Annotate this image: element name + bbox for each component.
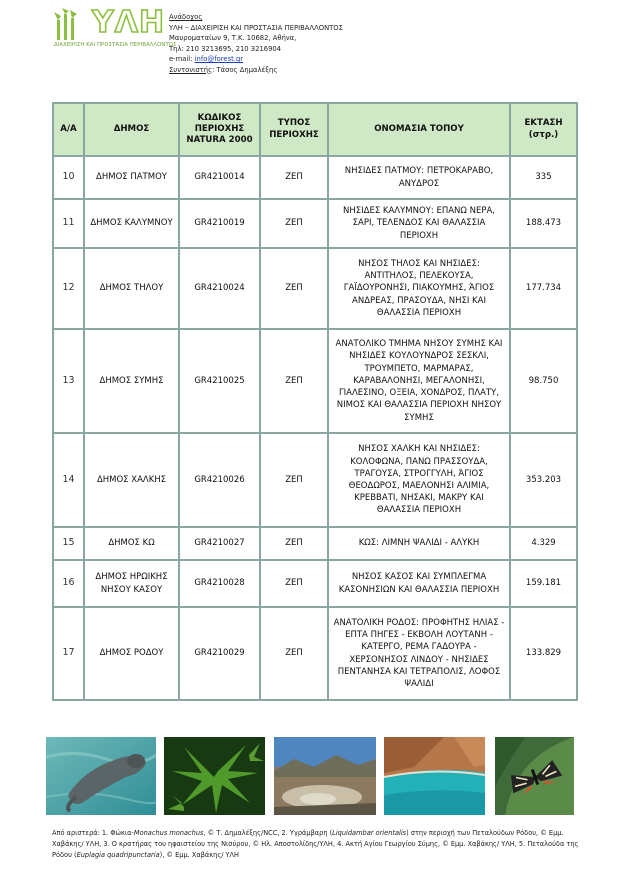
cell-name: ΝΗΣΟΣ ΤΗΛΟΣ ΚΑΙ ΝΗΣΙΔΕΣ: ΑΝΤΙΤΗΛΟΣ, ΠΕΛΕΚΟΥΣΑ, ΓΑΪΔΟΥΡΟΝΗΣΙ, ΠΙΑΚΟΥΜΗΣ, ΆΓΙΟΣ ΑΝΔΡΕΑΣ, ΠΡΑΣΟΥΔΑ, ΝΗΣΙ ΚΑΙ ΘΑΛΑΣΣΙΑ ΠΕΡΙΟΧΗ xyxy=(328,248,510,329)
cell-aa: 17 xyxy=(53,607,84,700)
caption-species: Monachus monachus xyxy=(133,829,204,837)
cell-area: 133.829 xyxy=(510,607,577,700)
cell-aa: 11 xyxy=(53,199,84,248)
cell-code: GR4210026 xyxy=(179,433,260,527)
table-row xyxy=(53,560,577,607)
cell-name: ΝΗΣΙΔΕΣ ΚΑΛΥΜΝΟΥ: ΕΠΑΝΩ ΝΕΡΑ, ΣΑΡΙ, ΤΕΛΕΝΔΟΣ ΚΑΙ ΘΑΛΑΣΣΙΑ ΠΕΡΙΟΧΗ xyxy=(328,199,510,248)
photo-liquidambar xyxy=(164,737,265,815)
cell-dimos: ΔΗΜΟΣ ΧΑΛΚΗΣ xyxy=(84,433,179,527)
caption-species: Liquidambar orientalis xyxy=(332,829,407,837)
table-row xyxy=(53,527,577,560)
cell-area: 98.750 xyxy=(510,329,577,433)
letterhead xyxy=(52,5,572,78)
logo-leaves-icon xyxy=(54,8,94,42)
cell-dimos: ΔΗΜΟΣ ΣΥΜΗΣ xyxy=(84,329,179,433)
email-label: e-mail: xyxy=(169,55,195,63)
table-row xyxy=(53,199,577,248)
cell-type: ΖΕΠ xyxy=(260,560,328,607)
coordinator-name: : Τάσος Δημαλέξης xyxy=(212,65,278,74)
email-line xyxy=(169,54,343,65)
cell-code: GR4210024 xyxy=(179,248,260,329)
cell-code: GR4210019 xyxy=(179,199,260,248)
cell-name: ΚΩΣ: ΛΙΜΝΗ ΨΑΛΙΔΙ - ΑΛΥΚΗ xyxy=(328,527,510,560)
cell-dimos: ΔΗΜΟΣ ΗΡΩΙΚΗΣ ΝΗΣΟΥ ΚΑΣΟΥ xyxy=(84,560,179,607)
cell-area: 353.203 xyxy=(510,433,577,527)
caption-text: , © Τ. Δημαλέξης/NCC, 2. Υγράμβαρη ( xyxy=(203,829,333,837)
cell-type: ΖΕΠ xyxy=(260,527,328,560)
cell-name: ΑΝΑΤΟΛΙΚΗ ΡΟΔΟΣ: ΠΡΟΦΗΤΗΣ ΗΛΙΑΣ - ΕΠΤΑ ΠΗΓΕΣ - ΕΚΒΟΛΗ ΛΟΥΤΑΝΗ - ΚΑΤΕΡΓΟ, ΡΕΜΑ ΓΑΔΟΥΡΑ - ΧΕΡΣΟΝΗΣΟΣ ΛΙΝΔΟΥ - ΝΗΣΙΔΕΣ ΠΕΝΤΑΝΗΣΑ ΚΑΙ ΤΕΤΡΑΠΟΛΙΣ, ΛΟΦΟΣ ΨΑΛΙΔΙ xyxy=(328,607,510,700)
cell-code: GR4210027 xyxy=(179,527,260,560)
cell-dimos: ΔΗΜΟΣ ΡΟΔΟΥ xyxy=(84,607,179,700)
contact-block xyxy=(169,12,343,75)
cell-area: 4.329 xyxy=(510,527,577,560)
cell-area: 188.473 xyxy=(510,199,577,248)
photo-symi-beach xyxy=(384,737,485,815)
logo-tagline: ΔΙΑΧΕΙΡΙΣΗ ΚΑΙ ΠΡΟΣΤΑΣΙΑ ΠΕΡΙΒΑΛΛΟΝΤΟΣ xyxy=(54,42,177,48)
table-row xyxy=(53,156,577,199)
coordinator-line xyxy=(169,65,343,76)
photo-euplagia-butterfly xyxy=(495,737,574,815)
cell-name: ΝΗΣΟΣ ΚΑΣΟΣ ΚΑΙ ΣΥΜΠΛΕΓΜΑ ΚΑΣΟΝΗΣΙΩΝ ΚΑΙ ΘΑΛΑΣΣΙΑ ΠΕΡΙΟΧΗ xyxy=(328,560,510,607)
cell-name: ΝΗΣΙΔΕΣ ΠΑΤΜΟΥ: ΠΕΤΡΟΚΑΡΑΒΟ, ΑΝΥΔΡΟΣ xyxy=(328,156,510,199)
cell-code: GR4210028 xyxy=(179,560,260,607)
logo-wordmark: ΥΛΗ xyxy=(92,5,166,40)
cell-aa: 13 xyxy=(53,329,84,433)
cell-name: ΑΝΑΤΟΛΙΚΟ ΤΜΗΜΑ ΝΗΣΟΥ ΣΥΜΗΣ ΚΑΙ ΝΗΣΙΔΕΣ ΚΟΥΛΟΥΝΔΡΟΣ ΣΕΣΚΛΙ, ΤΡΟΥΜΠΕΤΟ, ΜΑΡΜΑΡΑΣ, ΚΑΡΑΒΑΛΟΝΗΣΙ, ΜΕΓΑΛΟΝΗΣΙ, ΓΙΑΛΕΣΙΝΟ, ΟΞΕΙΑ, ΧΟΝΔΡΟΣ, ΠΛΑΤΥ, ΝΙΜΟΣ ΚΑΙ ΘΑΛΑΣΣΙΑ ΠΕΡΙΟΧΗ ΝΗΣΟΥ ΣΥΜΗΣ xyxy=(328,329,510,433)
cell-type: ΖΕΠ xyxy=(260,199,328,248)
photo-strip xyxy=(46,737,574,815)
cell-code: GR4210014 xyxy=(179,156,260,199)
caption-text: ), © Εμμ. Χαβάκης/ ΥΛΗ xyxy=(159,851,240,859)
photo-caption xyxy=(52,828,582,861)
company-name: ΥΛΗ – ΔΙΑΧΕΙΡΙΣΗ ΚΑΙ ΠΡΟΣΤΑΣΙΑ ΠΕΡΙΒΑΛΛΟΝΤΟΣ xyxy=(169,23,343,32)
cell-dimos: ΔΗΜΟΣ ΠΑΤΜΟΥ xyxy=(84,156,179,199)
yli-logo xyxy=(52,5,177,50)
contractor-label: Ανάδοχος xyxy=(169,13,203,21)
cell-aa: 15 xyxy=(53,527,84,560)
table-row xyxy=(53,433,577,527)
col-header-aa: Α/Α xyxy=(53,103,84,156)
table-header-row xyxy=(53,103,577,156)
cell-type: ΖΕΠ xyxy=(260,156,328,199)
table-row xyxy=(53,607,577,700)
cell-area: 177.734 xyxy=(510,248,577,329)
col-header-area: ΕΚΤΑΣΗ (στρ.) xyxy=(510,103,577,156)
cell-type: ΖΕΠ xyxy=(260,248,328,329)
coordinator-label: Συντονιστής xyxy=(169,65,213,74)
cell-dimos: ΔΗΜΟΣ ΚΑΛΥΜΝΟΥ xyxy=(84,199,179,248)
email-link[interactable]: info@forest.gr xyxy=(194,55,244,63)
col-header-dimos: ΔΗΜΟΣ xyxy=(84,103,179,156)
caption-text: Από αριστερά: 1. Φώκια- xyxy=(52,829,134,837)
caption-text: ) στην περιοχή των Πεταλούδων Ρόδου, © Εμμ. Χαβάκης/ ΥΛΗ, 3. Ο κρατήρας του ηφαιστείου της Νισύρου, © Ηλ. Αποστολίδης/ΥΛΗ, 4. Ακτή Αγίου Γεωργίου Σύμης, © Εμμ. Χαβάκης/ ΥΛΗ, 5. Πεταλούδα της Ρόδου ( xyxy=(52,829,579,859)
caption-species: Euplagia quadripunctaria xyxy=(76,851,160,859)
natura-areas-table xyxy=(52,102,578,701)
cell-area: 335 xyxy=(510,156,577,199)
cell-aa: 16 xyxy=(53,560,84,607)
cell-area: 159.181 xyxy=(510,560,577,607)
cell-name: ΝΗΣΟΣ ΧΑΛΚΗ ΚΑΙ ΝΗΣΙΔΕΣ: ΚΟΛΟΦΩΝΑ, ΠΑΝΩ ΠΡΑΣΣΟΥΔΑ, ΤΡΑΓΟΥΣΑ, ΣΤΡΟΓΓΥΛΗ, ΆΓΙΟΣ ΘΕΟΔΩΡΟΣ, ΜΑΕΛΟΝΗΣΙ ΑΛΙΜΙΑ, ΚΡΕΒΒΑΤΙ, ΝΗΣΑΚΙ, ΜΑΚΡΥ ΚΑΙ ΘΑΛΑΣΣΙΑ ΠΕΡΙΟΧΗ xyxy=(328,433,510,527)
photo-monk-seal xyxy=(46,737,156,815)
cell-dimos: ΔΗΜΟΣ ΚΩ xyxy=(84,527,179,560)
cell-aa: 14 xyxy=(53,433,84,527)
cell-dimos: ΔΗΜΟΣ ΤΗΛΟΥ xyxy=(84,248,179,329)
cell-code: GR4210029 xyxy=(179,607,260,700)
cell-aa: 12 xyxy=(53,248,84,329)
phone: Τηλ: 210 3213695, 210 3216904 xyxy=(169,44,282,53)
cell-type: ΖΕΠ xyxy=(260,607,328,700)
col-header-code: ΚΩΔΙΚΟΣ ΠΕΡΙΟΧΗΣ NATURA 2000 xyxy=(179,103,260,156)
table-row xyxy=(53,248,577,329)
cell-aa: 10 xyxy=(53,156,84,199)
cell-code: GR4210025 xyxy=(179,329,260,433)
cell-type: ΖΕΠ xyxy=(260,329,328,433)
address: Μαυροματαίων 9, Τ.Κ. 10682, Αθήνα, xyxy=(169,34,297,42)
photo-nisyros-crater xyxy=(274,737,376,815)
cell-type: ΖΕΠ xyxy=(260,433,328,527)
col-header-type: ΤΥΠΟΣ ΠΕΡΙΟΧΗΣ xyxy=(260,103,328,156)
table-row xyxy=(53,329,577,433)
col-header-name: ΟΝΟΜΑΣΙΑ ΤΟΠΟΥ xyxy=(328,103,510,156)
